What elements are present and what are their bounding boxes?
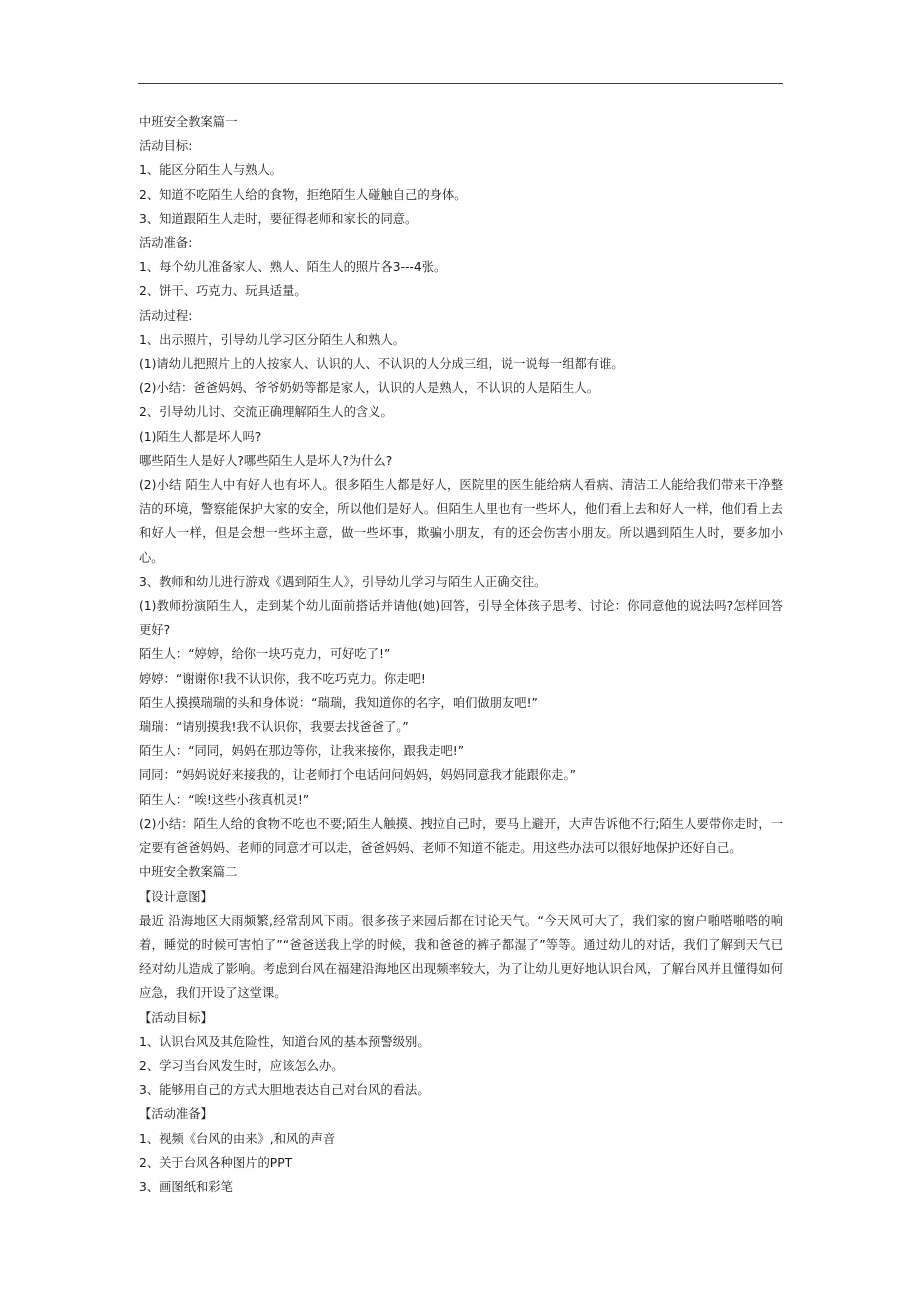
- dialogue-line: 瑞瑞：“请别摸我!我不认识你，我要去找爸爸了。”: [139, 720, 409, 735]
- goal-item: 1、能区分陌生人与熟人。: [139, 163, 283, 178]
- goal-item: 1、认识台风及其危险性，知道台风的基本预警级别。: [139, 1034, 430, 1049]
- prep-item: 1、每个幼儿准备家人、熟人、陌生人的照片各3---4张。: [139, 260, 447, 275]
- summary-paragraph: (2)小结 陌生人中有好人也有坏人。很多陌生人都是好人，医院里的医生能给病人看病、清洁工人能给我们带来干净整洁的环境，警察能保护大家的安全，所以他们是好人。但陌生人里也有一些坏人，他们看上去和好人一样，他们看上去和好人一样，但是会想一些坏主意，做一些坏事，欺骗小朋友，有的还会伤害小朋友。所以遇到陌生人时，要多加小心。: [139, 478, 783, 565]
- heading-goals: 【活动目标】: [139, 1010, 213, 1025]
- heading-design-intent: 【设计意图】: [139, 889, 213, 904]
- prep-item: 2、饼干、巧克力、玩具适量。: [139, 284, 307, 299]
- heading-preparation: 活动准备:: [139, 236, 193, 251]
- heading-goals: 活动目标:: [139, 139, 193, 154]
- teacher-paragraph: (1)教师扮演陌生人，走到某个幼儿面前搭话并请他(她)回答，引导全体孩子思考、讨论：你同意他的说法吗?怎样回答更好?: [139, 599, 783, 638]
- section-title: 中班安全教案篇一: [139, 115, 238, 129]
- summary-paragraph: (2)小结：陌生人给的食物不吃也不要;陌生人触摸、拽拉自己时，要马上避开，大声告诉他不行;陌生人要带你走时，一定要有爸爸妈妈、老师的同意才可以走，爸爸妈妈、老师不知道不能走。用这些办法可以很好地保护还好自己。: [139, 816, 783, 856]
- body-line: 哪些陌生人是好人?哪些陌生人是坏人?为什么?: [139, 453, 393, 468]
- goal-item: 2、知道不吃陌生人给的食物，拒绝陌生人碰触自己的身体。: [139, 187, 467, 202]
- prep-item: 3、画图纸和彩笔: [139, 1179, 233, 1194]
- process-substep: (1)请幼儿把照片上的人按家人、认识的人、不认识的人分成三组，说一说每一组都有谁。: [139, 357, 624, 372]
- heading-process: 活动过程:: [139, 308, 193, 323]
- process-step: 3、教师和幼儿进行游戏《遇到陌生人》，引导幼儿学习与陌生人正确交往。: [139, 574, 547, 589]
- process-step: 1、出示照片，引导幼儿学习区分陌生人和熟人。: [139, 332, 406, 347]
- process-step: 2、引导幼儿讨、交流正确理解陌生人的含义。: [139, 405, 393, 420]
- dialogue-line: 陌生人：“同同，妈妈在那边等你，让我来接你，跟我走吧!”: [139, 744, 465, 759]
- dialogue-line: 陌生人：“唉!这些小孩真机灵!”: [139, 792, 310, 807]
- prep-item: 1、视频《台风的由来》,和风的声音: [139, 1131, 336, 1146]
- dialogue-line: 陌生人摸摸瑞瑞的头和身体说：“瑞瑞，我知道你的名字，咱们做朋友吧!”: [139, 695, 538, 710]
- goal-item: 2、学习当台风发生时，应该怎么办。: [139, 1058, 344, 1073]
- document-body: [139, 110, 783, 1199]
- prep-item: 2、关于台风各种图片的PPT: [139, 1155, 293, 1170]
- dialogue-line: 同同：“妈妈说好来接我的，让老师打个电话问问妈妈，妈妈同意我才能跟你走。”: [139, 768, 576, 783]
- dialogue-line: 陌生人：“婷婷，给你一块巧克力，可好吃了!”: [139, 647, 391, 662]
- goal-item: 3、能够用自己的方式大胆地表达自己对台风的看法。: [139, 1083, 430, 1098]
- goal-item: 3、知道跟陌生人走时，要征得老师和家长的同意。: [139, 211, 418, 226]
- heading-preparation: 【活动准备】: [139, 1107, 213, 1122]
- header-rule: [138, 83, 783, 84]
- process-substep: (2)小结：爸爸妈妈、爷爷奶奶等都是家人，认识的人是熟人，不认识的人是陌生人。: [139, 381, 600, 396]
- dialogue-line: 婷婷：“谢谢你!我不认识你，我不吃巧克力。你走吧!: [139, 671, 426, 686]
- design-paragraph: 最近 沿海地区大雨频繁,经常刮风下雨。很多孩子来园后都在讨论天气。“今天风可大了，我们家的窗户啪嗒啪嗒的响着，睡觉的时候可害怕了”“爸爸送我上学的时候，我和爸爸的裤子都湿了”等等。通过幼儿的对话，我们了解到天气已经对幼儿造成了影响。考虑到台风在福建沿海地区出现频率较大，为了让幼儿更好地认识台风，了解台风并且懂得如何应急，我们开设了这堂课。: [139, 913, 783, 1001]
- section-title: 中班安全教案篇二: [139, 865, 238, 880]
- process-substep: (1)陌生人都是坏人吗?: [139, 429, 262, 444]
